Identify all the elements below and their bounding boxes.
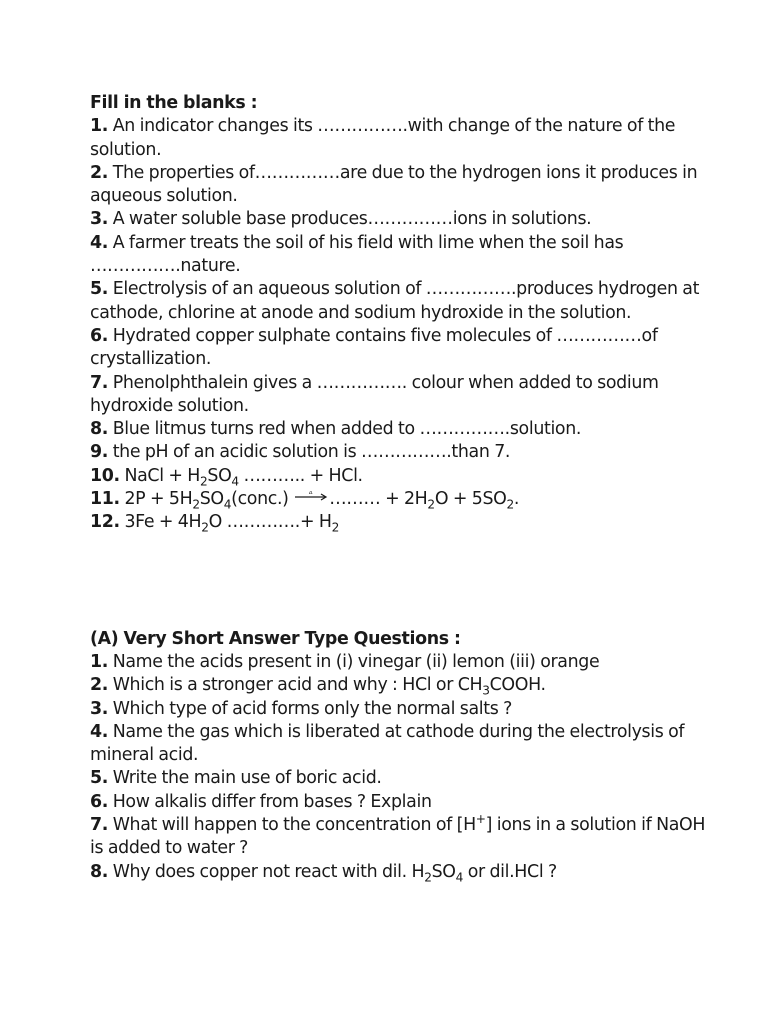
fill-blank-question-10 bbox=[90, 465, 710, 488]
question-number: 6. bbox=[90, 791, 109, 812]
question-number: 4. bbox=[90, 721, 109, 742]
question-text: the pH of an acidic solution is …………….than 7. bbox=[108, 442, 511, 463]
question-number: 2. bbox=[90, 675, 109, 696]
question-text: NaCl + $H_2SO_4$ ……….. + HCl. bbox=[119, 465, 363, 489]
question-number: 10. bbox=[90, 465, 120, 486]
fill-blank-question-9 bbox=[90, 441, 710, 464]
question-number: 12. bbox=[90, 512, 120, 533]
very-short-question-6 bbox=[90, 791, 710, 814]
question-number: 5. bbox=[90, 768, 109, 789]
question-text: A water soluble base produces……………ions in solutions. bbox=[108, 209, 592, 230]
question-text: An indicator changes its …………….with change of the nature of the solution. bbox=[90, 116, 676, 160]
worksheet bbox=[90, 92, 710, 884]
question-number: 1. bbox=[90, 116, 109, 137]
fill-blank-question-8 bbox=[90, 418, 710, 441]
very-short-question-7 bbox=[90, 814, 710, 861]
very-short-list bbox=[90, 651, 710, 884]
fill-blank-question-12 bbox=[90, 511, 710, 534]
fill-blanks-title: Fill in the blanks : bbox=[90, 93, 258, 113]
fill-blank-question-3 bbox=[90, 208, 710, 231]
question-text: $3Fe + 4H_2O$ ………….+ $H_2$ bbox=[119, 512, 339, 535]
question-number: 8. bbox=[90, 861, 109, 882]
fill-blank-question-7 bbox=[90, 372, 710, 419]
question-text: Name the acids present in (i) vinegar (ii) lemon (iii) orange bbox=[108, 651, 600, 672]
question-number: 1. bbox=[90, 651, 109, 672]
question-number: 9. bbox=[90, 442, 109, 463]
question-number: 8. bbox=[90, 419, 109, 440]
question-text: Phenolphthalein gives a ……………. colour when added to sodium hydroxide solution. bbox=[90, 372, 659, 416]
fill-blank-question-2 bbox=[90, 162, 710, 209]
question-text: The properties of……………are due to the hydrogen ions it produces in aqueous solution. bbox=[90, 162, 698, 207]
fill-blanks-list bbox=[90, 115, 710, 534]
question-number: 5. bbox=[90, 279, 109, 300]
fill-blank-question-11 bbox=[90, 488, 710, 511]
question-number: 2. bbox=[90, 162, 109, 183]
reaction-arrow-icon bbox=[294, 491, 328, 501]
question-text: Electrolysis of an aqueous solution of …………….produces hydrogen at cathode, chlorine at anode and sodium hydroxide in the solution. bbox=[90, 279, 700, 323]
very-short-question-8 bbox=[90, 861, 710, 884]
fill-blank-question-6 bbox=[90, 325, 710, 372]
question-number: 3. bbox=[90, 209, 109, 230]
question-text: What will happen to the concentration of [H+] ions in a solution if NaOH is added to water ? bbox=[90, 812, 706, 859]
question-text: A farmer treats the soil of his field with lime when the soil has …………….nature. bbox=[90, 232, 624, 277]
fill-blank-question-5 bbox=[90, 278, 710, 325]
fill-blank-question-1 bbox=[90, 115, 710, 162]
question-text: How alkalis differ from bases ? Explain bbox=[108, 791, 432, 812]
very-short-title: (A) Very Short Answer Type Questions : bbox=[90, 628, 461, 649]
question-number: 3. bbox=[90, 698, 109, 719]
very-short-question-2 bbox=[90, 674, 710, 697]
question-number: 7. bbox=[90, 372, 109, 393]
fill-blank-question-4 bbox=[90, 232, 710, 279]
question-text: Which type of acid forms only the normal salts ? bbox=[108, 698, 513, 719]
question-text: Hydrated copper sulphate contains five molecules of ……………of crystallization. bbox=[90, 325, 658, 370]
question-text: $2P + 5H_2SO_4(conc.)$ Δ ……… + $2H_2O + 5SO_2$. bbox=[119, 489, 520, 512]
question-number: 6. bbox=[90, 325, 109, 346]
question-text: Why does copper not react with dil. $H_2SO_4$ or dil.HCl ? bbox=[108, 861, 557, 885]
very-short-question-1 bbox=[90, 651, 710, 674]
very-short-question-5 bbox=[90, 767, 710, 790]
question-number: 11. bbox=[90, 489, 120, 510]
question-text: Name the gas which is liberated at cathode during the electrolysis of mineral acid. bbox=[90, 721, 685, 766]
section-spacer bbox=[90, 535, 710, 628]
question-text: Blue litmus turns red when added to …………….solution. bbox=[108, 419, 582, 440]
question-text: Write the main use of boric acid. bbox=[108, 768, 382, 789]
question-text: Which is a stronger acid and why : HCl or $CH_3COOH$. bbox=[108, 675, 546, 698]
svg-text:Δ: Δ bbox=[309, 491, 313, 497]
very-short-question-4 bbox=[90, 721, 710, 768]
question-number: 4. bbox=[90, 232, 109, 253]
question-number: 7. bbox=[90, 815, 109, 836]
very-short-question-3 bbox=[90, 698, 710, 721]
